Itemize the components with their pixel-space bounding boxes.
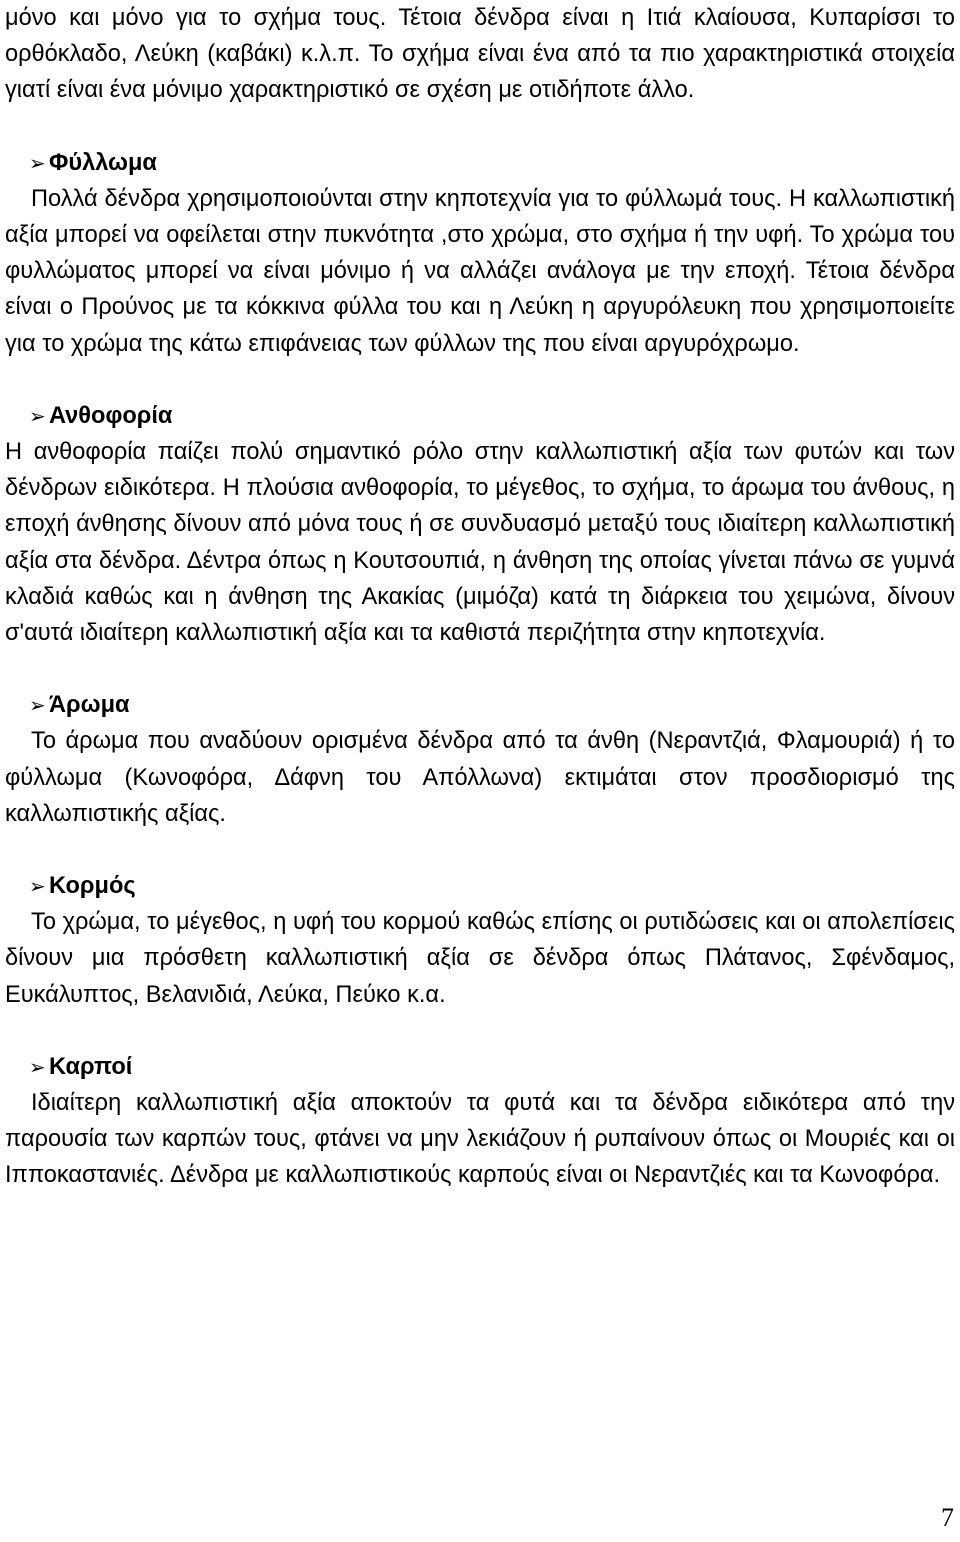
section-heading [5,868,955,904]
section-trunk [5,868,955,1013]
section-title: Φύλλωμα [49,149,157,176]
section-paragraph [5,181,955,362]
section-title: Ανθοφορία [49,402,173,429]
section-foliage [5,145,955,362]
section-title: Κορμός [49,873,136,900]
arrowhead-bullet-icon: ➢ [29,693,46,718]
section-heading [5,1049,955,1085]
section-paragraph [5,723,955,832]
section-text: Το χρώμα, το μέγεθος, η υφή του κορμού καθώς επίσης οι ρυτιδώσεις και οι απολεπίσεις δίνουν μια πρόσθετη καλλωπιστική αξία σε δένδρα όπως Πλάτανος, Σφένδαμος, Ευκάλυπτος, Βελανιδιά, Λεύκα, Πεύκο κ.α. [5,909,955,1008]
intro-paragraph: μόνο και μόνο για το σχήμα τους. Τέτοια δένδρα είναι η Ιτιά κλαίουσα, Κυπαρίσσι το ορθόκλαδο, Λεύκη (καβάκι) κ.λ.π. Το σχήμα είναι ένα από τα πιο χαρακτηριστικά στοιχεία γιατί είναι ένα μόνιμο χαρακτηριστικό σε σχέση με οτιδήποτε άλλο. [5,5,955,104]
section-flowering [5,398,955,651]
section-paragraph [5,434,955,651]
arrowhead-bullet-icon: ➢ [29,150,46,175]
section-title: Καρποί [49,1053,133,1080]
arrowhead-bullet-icon: ➢ [29,403,46,428]
arrowhead-bullet-icon: ➢ [29,1054,46,1079]
section-fruits [5,1049,955,1194]
section-text: Η ανθοφορία παίζει πολύ σημαντικό ρόλο στην καλλωπιστική αξία των φυτών και των δένδρων ειδικότερα. Η πλούσια ανθοφορία, το μέγεθος, το σχήμα, το άρωμα του άνθους, η εποχή άνθησης δίνουν από μόνα τους ή σε συνδυασμό μεταξύ τους ιδιαίτερη καλλωπιστική αξία στα δένδρα. Δέντρα όπως η Κουτσουπιά, η άνθηση της οποίας γίνεται πάνω σε γυμνά κλαδιά καθώς και η άνθηση της Ακακίας (μιμόζα) κατά τη διάρκεια του χειμώνα, δίνουν σ'αυτά ιδιαίτερη καλλωπιστική αξία και τα καθιστά περιζήτητα στην κηποτεχνία. [5,439,955,647]
section-heading [5,398,955,434]
section-text: Ιδιαίτερη καλλωπιστική αξία αποκτούν τα φυτά και τα δένδρα ειδικότερα από την παρουσία των καρπών τους, φτάνει να μην λεκιάζουν ή ρυπαίνουν όπως οι Μουριές και οι Ιπποκαστανιές. Δένδρα με καλλωπιστικούς καρπούς είναι οι Νεραντζιές και τα Κωνοφόρα. [5,1090,955,1189]
section-heading [5,687,955,723]
document-page [5,0,955,1194]
section-title: Άρωμα [49,692,130,719]
arrowhead-bullet-icon: ➢ [29,874,46,899]
page-number: 7 [941,1503,954,1532]
section-heading [5,145,955,181]
section-text: Πολλά δένδρα χρησιμοποιούνται στην κηποτεχνία για το φύλλωμά τους. Η καλλωπιστική αξία μπορεί να οφείλεται στην πυκνότητα ,στο χρώμα, στο σχήμα ή την υφή. Το χρώμα του φυλλώματος μπορεί να είναι μόνιμο ή να αλλάζει ανάλογα με την εποχή. Τέτοια δένδρα είναι ο Προύνος με τα κόκκινα φύλλα του και η Λεύκη η αργυρόλευκη που χρησιμοποιείτε για το χρώμα της κάτω επιφάνειας των φύλλων της που είναι αργυρόχρωμο. [5,185,955,357]
section-aroma [5,687,955,832]
section-text: Το άρωμα που αναδύουν ορισμένα δένδρα από τα άνθη (Νεραντζιά, Φλαμουριά) ή το φύλλωμα (Κωνοφόρα, Δάφνη του Απόλλωνα) εκτιμάται στον προσδιορισμό της καλλωπιστικής αξίας. [5,728,955,827]
section-paragraph [5,904,955,1013]
section-paragraph [5,1085,955,1194]
